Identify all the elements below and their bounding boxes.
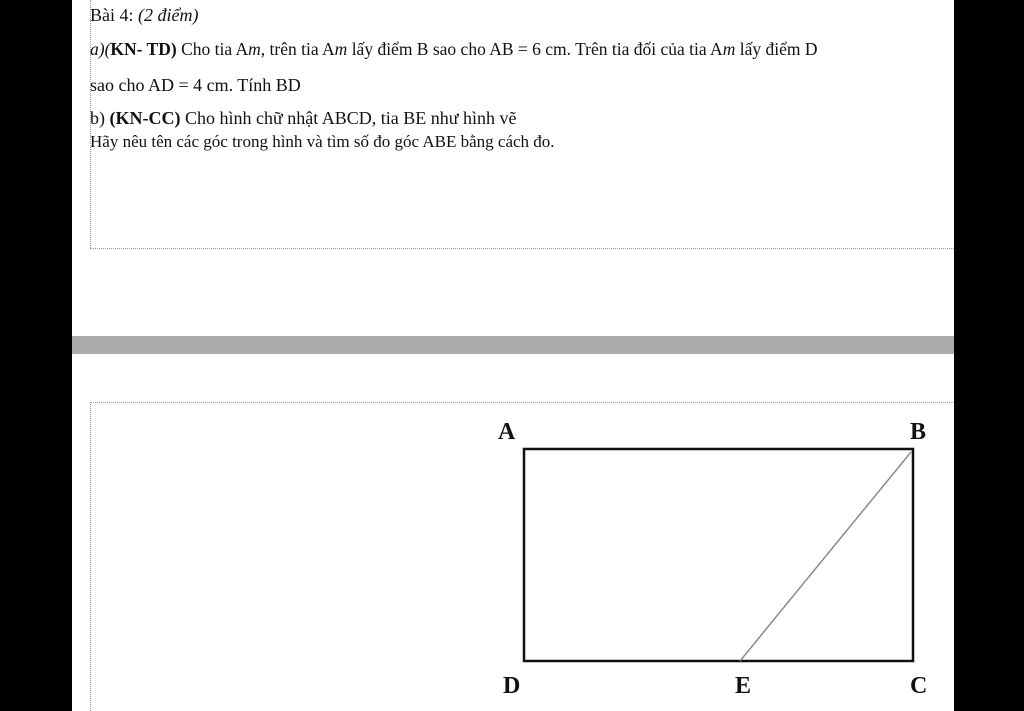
part-a-label-lead: a)( — [90, 39, 111, 59]
vertex-label-a: A — [498, 419, 516, 445]
part-b-text-1: Cho hình chữ nhật ABCD, tia BE như hình vẽ — [180, 108, 517, 128]
part-b-line2: Hãy nêu tên các góc trong hình và tìm số đo góc ABE bằng cách đo. — [90, 132, 555, 151]
vertex-label-d: D — [503, 673, 521, 699]
part-a-line1 — [90, 38, 817, 60]
vertex-label-b: B — [910, 419, 927, 445]
part-a-text-1: Cho tia A — [176, 39, 249, 59]
vertex-label-c: C — [910, 673, 928, 699]
exercise-points: (2 điểm) — [138, 5, 199, 25]
part-a-label: KN- TD) — [110, 39, 177, 59]
part-a-text-3: lấy điểm B sao cho AB = 6 cm. Trên tia đối của tia A — [347, 39, 723, 59]
part-a-m-2: m — [334, 39, 348, 59]
vertex-label-e: E — [735, 673, 752, 699]
page-break-gap — [72, 336, 954, 354]
rectangle-abcd — [524, 449, 913, 661]
margin-guide-bottom — [90, 248, 954, 250]
part-a-m-3: m — [722, 39, 736, 59]
part-a-text-2: , trên tia A — [260, 39, 335, 59]
rectangle-figure — [72, 354, 954, 711]
part-a-m-1: m — [248, 39, 261, 59]
ray-be — [740, 452, 911, 661]
page-bottom — [72, 354, 954, 711]
exercise-title — [90, 4, 198, 26]
part-b-label: (KN-CC) — [109, 108, 181, 128]
part-b-line1 — [90, 107, 516, 129]
exercise-title-prefix: Bài 4: — [90, 5, 138, 25]
page-top — [72, 0, 954, 336]
part-a-line2: sao cho AD = 4 cm. Tính BD — [90, 75, 301, 95]
part-b-label-lead: b) — [90, 108, 110, 128]
part-a-text-4: lấy điểm D — [735, 39, 818, 59]
